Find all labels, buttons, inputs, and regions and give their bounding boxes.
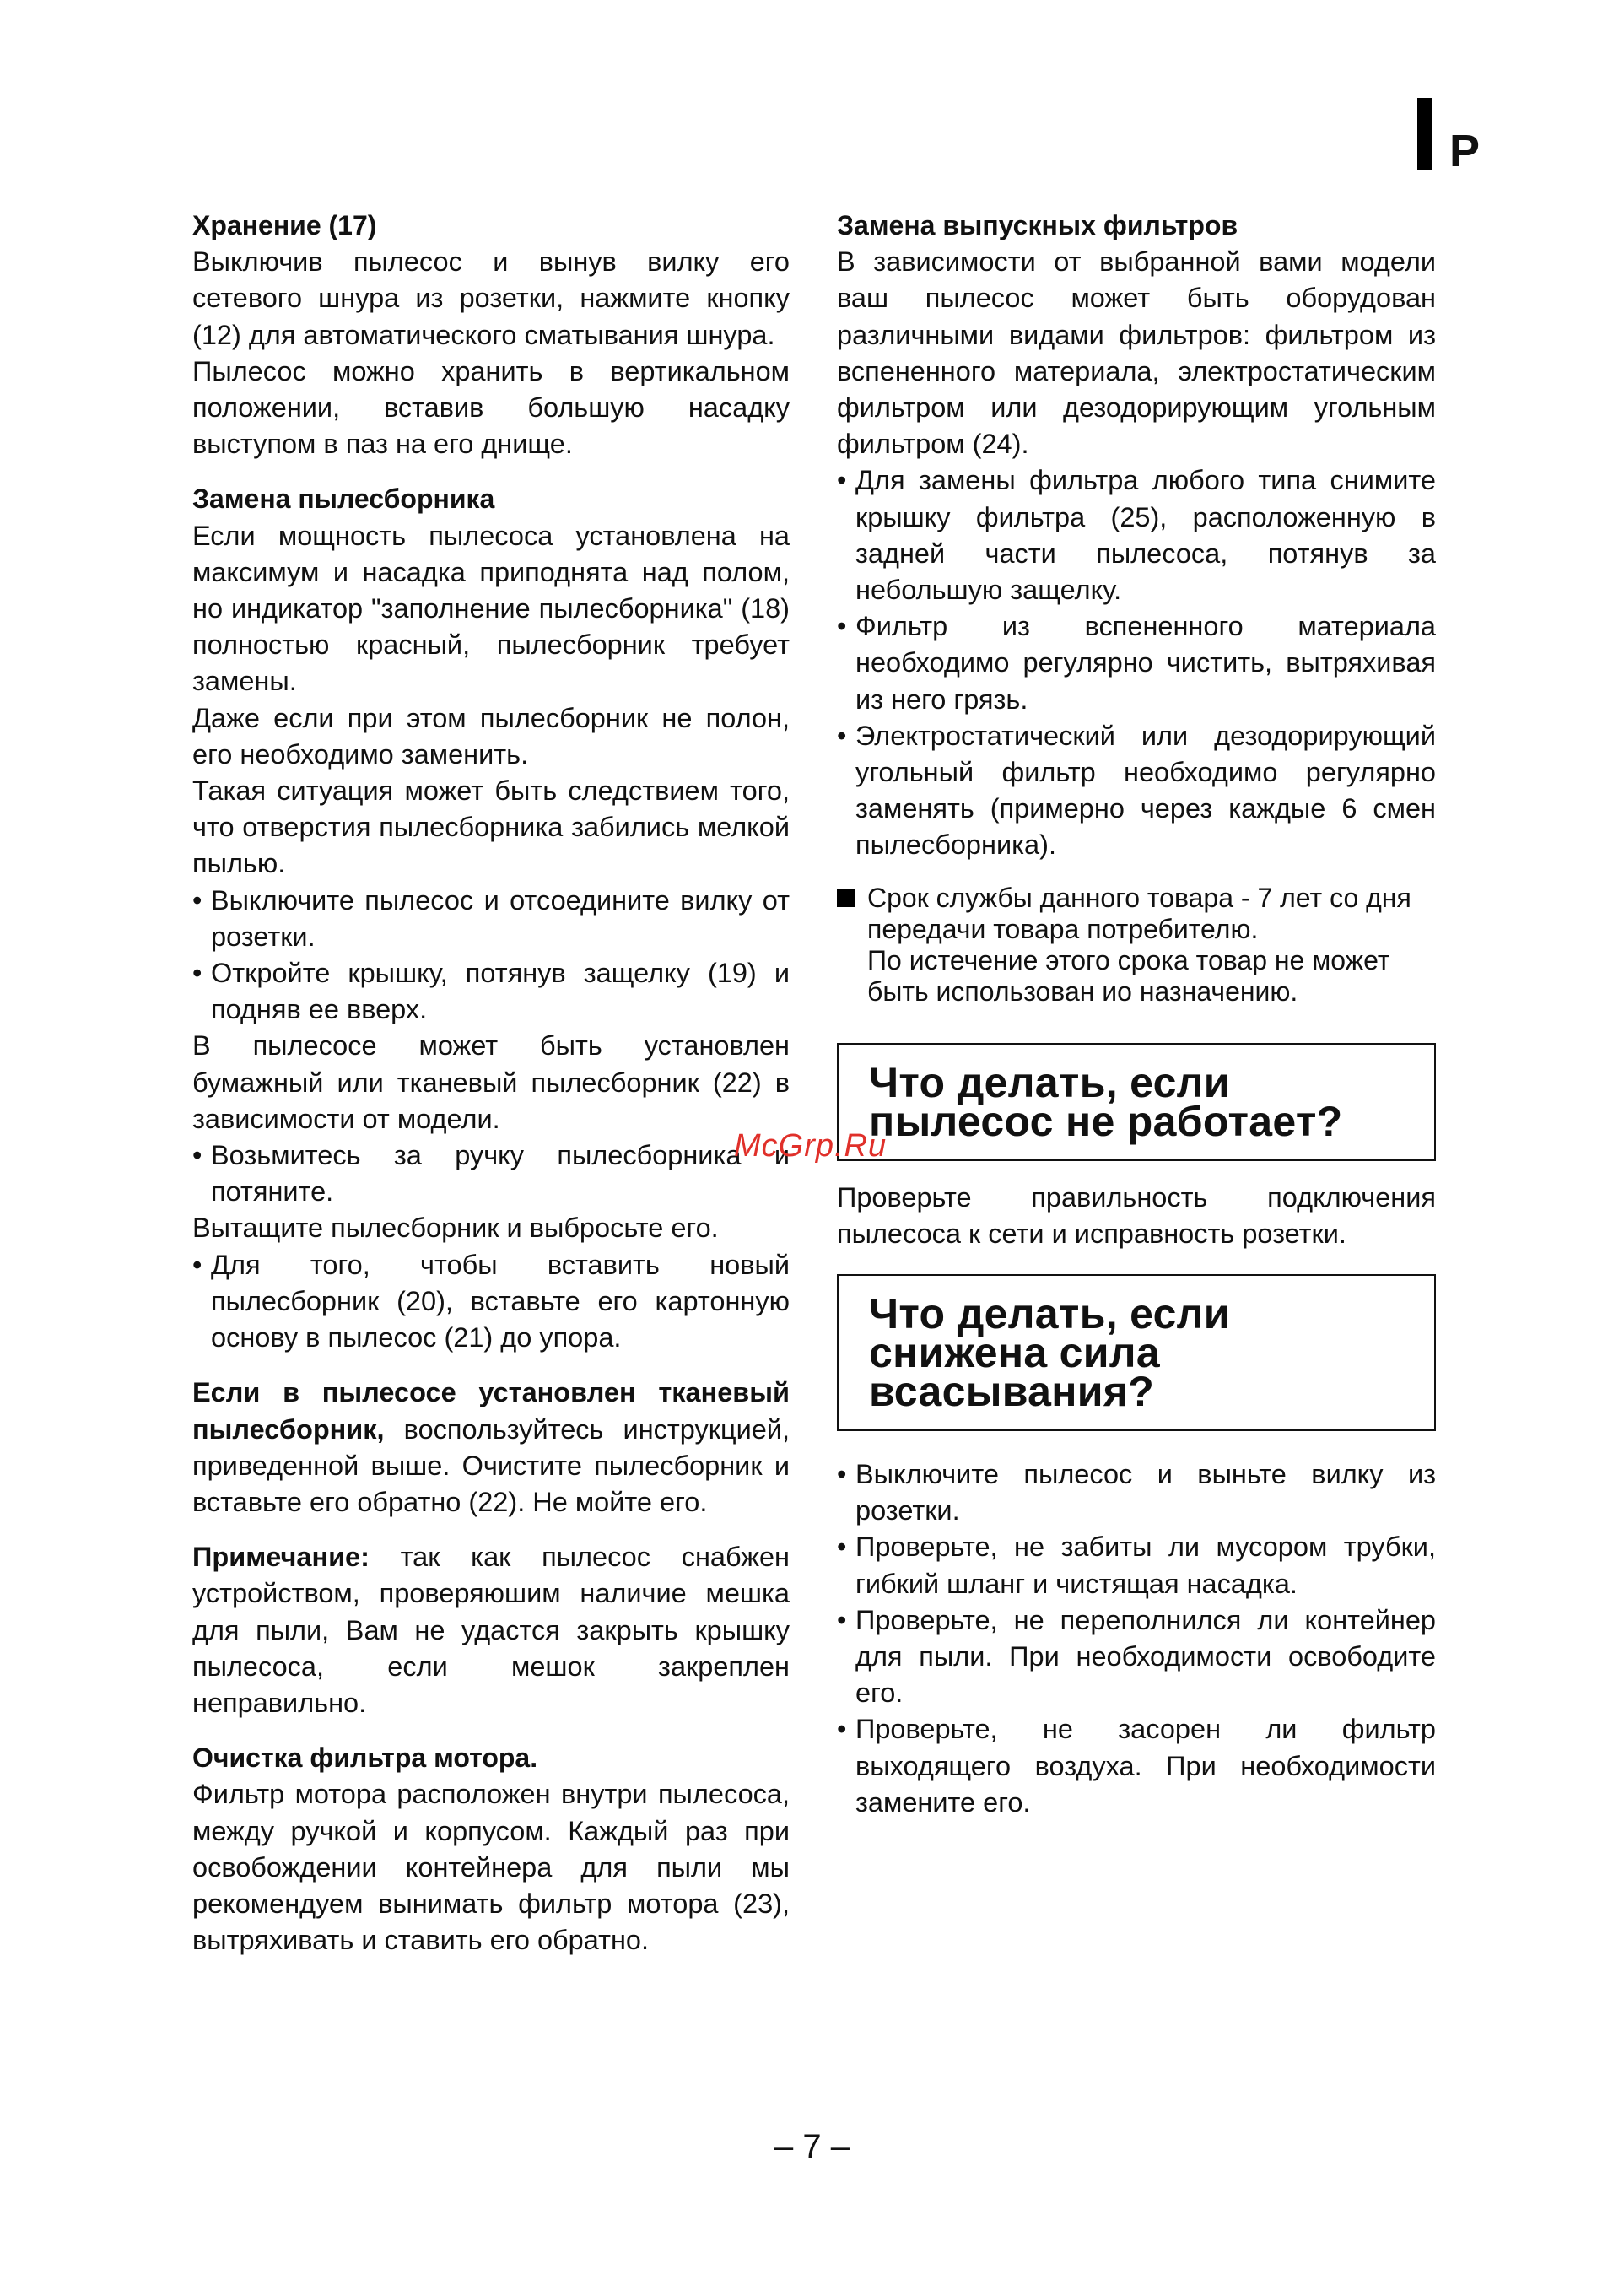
language-bar bbox=[1417, 98, 1432, 170]
note-label: Примечание: bbox=[192, 1542, 370, 1573]
not-working-box bbox=[837, 1043, 1436, 1161]
suction-box bbox=[837, 1274, 1436, 1431]
lifetime-line-2: По истечение этого срока товар не может быть использован ио назначению. bbox=[867, 944, 1390, 1007]
storage-paragraph-1: Выключив пылесос и вынув вилку его сетевого шнура из розетки, нажмите кнопку (12) для автоматического сматывания шнура. bbox=[192, 246, 790, 350]
bag-paragraph-5: Вытащите пылесборник и выбросьте его. bbox=[192, 1213, 719, 1244]
page-number: – 7 – bbox=[774, 2128, 850, 2165]
storage-heading: Хранение (17) bbox=[192, 210, 377, 240]
language-letter: P bbox=[1449, 126, 1481, 176]
not-working-paragraph: Проверьте правильность подключения пылесоса к сети и исправность розетки. bbox=[837, 1181, 1436, 1249]
cloth-bag-bold: Если в пылесосе установлен тканевый пылесборник, bbox=[192, 1377, 790, 1445]
bag-paragraph-1: Если мощность пылесоса установлена на максимум и насадка приподнята над полом, но индикатор "заполнение пылесборника" (18) полностью красный, пылесборник требует замены. bbox=[192, 520, 790, 697]
not-working-title: Что делать, если пылесос не работает? bbox=[869, 1058, 1343, 1145]
lifetime-line-1: Срок службы данного товара - 7 лет со дня передачи товара потребителю. bbox=[867, 882, 1411, 944]
bag-bullet-3: • Возьмитесь за ручку пылесборника и потяните. bbox=[192, 1137, 790, 1210]
lifetime-note bbox=[837, 883, 1436, 1008]
bag-paragraph-4: В пылесосе может быть установлен бумажный или тканевый пылесборник (22) в зависимости от модели. bbox=[192, 1030, 790, 1134]
exhaust-bullet-3: • Электростатический или дезодорирующий угольный фильтр необходимо регулярно заменять (примерно через каждые 6 смен пылесборника). bbox=[837, 718, 1436, 864]
left-column bbox=[192, 208, 790, 1958]
cloth-bag-text: воспользуйтесь инструкцией, приведенной выше. Очистите пылесборник и вставьте его обратно (22). Не мойте его. bbox=[192, 1413, 790, 1517]
suction-bullet-2: • Проверьте, не забиты ли мусором трубки, гибкий шланг и чистящая насадка. bbox=[837, 1529, 1436, 1602]
exhaust-bullet-2: • Фильтр из вспененного материала необходимо регулярно чистить, вытряхивая из него грязь. bbox=[837, 608, 1436, 718]
exhaust-paragraph: В зависимости от выбранной вами модели ваш пылесос может быть оборудован различными видами фильтров: фильтром из вспененного материала, электростатическим фильтром или дезодорирующим угольным фильтром (24). bbox=[837, 246, 1436, 460]
bag-paragraph-2: Даже если при этом пылесборник не полон, его необходимо заменить. bbox=[192, 702, 790, 770]
right-column bbox=[837, 208, 1436, 1821]
suction-title: Что делать, если снижена сила всасывания? bbox=[869, 1290, 1230, 1416]
note-text: так как пылесос снабжен устройством, проверяюшим наличие мешка для пыли, Вам не удастся закрыть крышку пылесоса, если мешок закреплен неправильно. bbox=[192, 1542, 790, 1718]
motor-filter-heading: Очистка фильтра мотора. bbox=[192, 1742, 538, 1774]
motor-filter-paragraph: Фильтр мотора расположен внутри пылесоса, между ручкой и корпусом. Каждый раз при освобождении контейнера для пыли мы рекомендуем вынимать фильтр мотора (23), вытряхивать и ставить его обратно. bbox=[192, 1779, 790, 1956]
exhaust-heading: Замена выпускных фильтров bbox=[837, 210, 1238, 240]
note-paragraph bbox=[192, 1539, 790, 1721]
suction-bullet-1: • Выключите пылесос и выньте вилку из розетки. bbox=[837, 1456, 1436, 1529]
bag-bullet-4: • Для того, чтобы вставить новый пылесборник (20), вставьте его картонную основу в пылесос (21) до упора. bbox=[192, 1247, 790, 1357]
bag-heading: Замена пылесборника bbox=[192, 484, 495, 515]
suction-bullet-3: • Проверьте, не переполнился ли контейнер для пыли. При необходимости освободите его. bbox=[837, 1602, 1436, 1712]
suction-bullet-4: • Проверьте, не засорен ли фильтр выходящего воздуха. При необходимости замените его. bbox=[837, 1711, 1436, 1821]
bag-paragraph-3: Такая ситуация может быть следствием того, что отверстия пылесборника забились мелкой пылью. bbox=[192, 775, 790, 879]
bag-bullet-2: • Откройте крышку, потянув защелку (19) и подняв ее вверх. bbox=[192, 955, 790, 1028]
bag-bullet-1: • Выключите пылесос и отсоедините вилку от розетки. bbox=[192, 883, 790, 955]
storage-paragraph-2: Пылесос можно хранить в вертикальном положении, вставив большую насадку выступом в паз на его днище. bbox=[192, 355, 790, 460]
square-bullet-icon bbox=[837, 889, 855, 907]
exhaust-bullet-1: • Для замены фильтра любого типа снимите крышку фильтра (25), расположенную в задней части пылесоса, потянув за небольшую защелку. bbox=[837, 462, 1436, 608]
cloth-bag-paragraph bbox=[192, 1375, 790, 1521]
watermark: McGrp.Ru bbox=[734, 1128, 888, 1164]
language-marker bbox=[1417, 95, 1481, 176]
